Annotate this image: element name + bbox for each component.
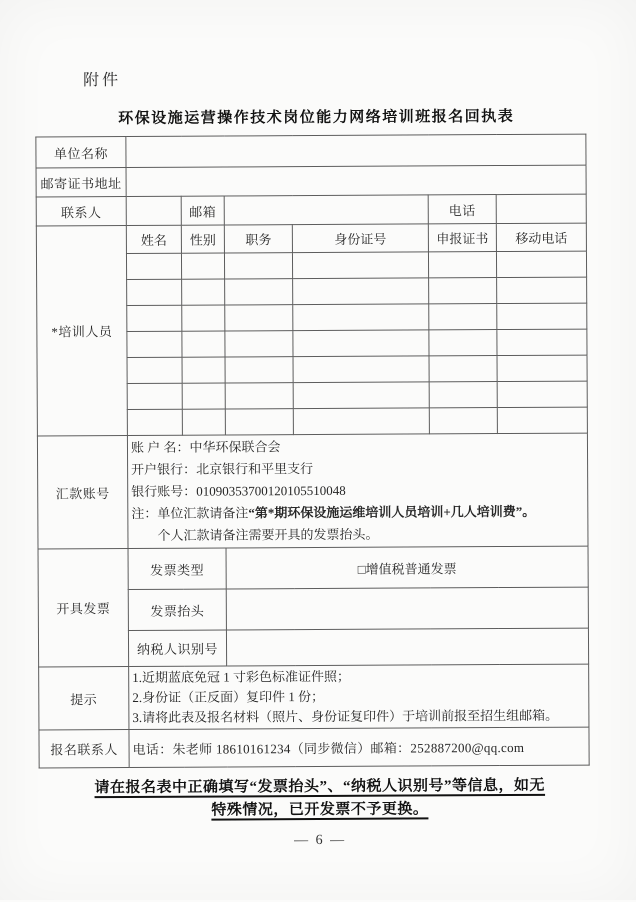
contact-row bbox=[36, 194, 586, 226]
remittance-note-prefix: 注：单位汇款请备注 bbox=[131, 505, 249, 521]
phone-value bbox=[496, 194, 586, 223]
attachment-label: 附件 bbox=[83, 72, 122, 90]
trainee-col-name: 姓名 bbox=[126, 225, 181, 253]
tips-label: 提示 bbox=[39, 666, 129, 729]
trainee-empty-cell bbox=[497, 329, 587, 355]
tips-content bbox=[129, 664, 589, 729]
trainee-empty-cell bbox=[127, 357, 182, 383]
mailing-address-label: 邮寄证书地址 bbox=[36, 168, 126, 197]
invoice-title-value bbox=[226, 587, 588, 630]
registration-form-table bbox=[35, 134, 589, 769]
trainee-empty-cell bbox=[225, 305, 293, 331]
trainee-empty-cell bbox=[497, 303, 587, 329]
contact-label: 联系人 bbox=[36, 197, 126, 226]
trainee-empty-cell bbox=[429, 356, 497, 382]
checkbox-unchecked-icon: □ bbox=[357, 561, 366, 577]
trainee-empty-cell bbox=[497, 355, 587, 381]
page-title: 环保设施运营操作技术岗位能力网络培训班报名回执表 bbox=[118, 108, 515, 128]
trainee-empty-cell bbox=[497, 381, 587, 407]
footer-warning bbox=[2, 774, 636, 823]
registration-contact-label: 报名联系人 bbox=[39, 729, 129, 767]
trainee-col-gender: 性别 bbox=[181, 225, 224, 253]
taxpayer-id-value bbox=[226, 628, 588, 666]
remittance-note bbox=[131, 501, 584, 525]
taxpayer-id-label: 纳税人识别号 bbox=[128, 630, 226, 667]
tip-item-3: 3.请将此表及报名材料（照片、身份证复印件）于培训前报至招生组邮箱。 bbox=[132, 707, 559, 725]
trainee-empty-cell bbox=[182, 383, 225, 409]
trainee-col-id-number: 身份证号 bbox=[292, 224, 428, 253]
trainee-empty-cell bbox=[182, 305, 225, 331]
page-number: — 6 — bbox=[294, 832, 347, 849]
trainee-empty-cell bbox=[497, 277, 587, 303]
trainee-empty-cell bbox=[127, 409, 182, 435]
tip-item-1: 1.近期蓝底免冠 1 寸彩色标准证件照； bbox=[132, 668, 350, 685]
trainee-empty-cell bbox=[428, 252, 496, 278]
phone-label: 电话 bbox=[428, 195, 496, 224]
remittance-note-quoted: “第*期环保设施运维培训人员培训+几人培训费”。 bbox=[248, 503, 536, 521]
email-value bbox=[224, 195, 428, 225]
trainee-empty-cell bbox=[496, 251, 586, 277]
trainee-empty-cell bbox=[182, 279, 225, 305]
trainee-empty-cell bbox=[293, 304, 429, 331]
trainee-empty-cell bbox=[429, 304, 497, 330]
trainees-label: *培训人员 bbox=[36, 226, 127, 436]
remittance-account-number: 银行账号：01090353700120105510048 bbox=[131, 482, 346, 499]
invoice-label: 开具发票 bbox=[38, 548, 129, 666]
mailing-address-value bbox=[126, 165, 586, 196]
footer-warning-line1: 请在报名表中正确填写“发票抬头”、“纳税人识别号”等信息，如无 bbox=[94, 777, 546, 797]
trainee-empty-cell bbox=[293, 382, 429, 409]
trainee-empty-cell bbox=[429, 330, 497, 356]
trainee-empty-cell bbox=[127, 305, 182, 331]
remittance-note-line2: 个人汇款请备注需要开具的发票抬头。 bbox=[157, 526, 379, 543]
mailing-address-row bbox=[36, 165, 586, 197]
trainee-empty-cell bbox=[224, 253, 292, 279]
registration-contact-value: 电话：朱老师 18610161234（同步微信）邮箱：252887200@qq.com bbox=[129, 727, 589, 767]
invoice-type-text: 增值税普通发票 bbox=[365, 560, 457, 577]
invoice-title-label: 发票抬头 bbox=[128, 589, 226, 631]
trainee-empty-cell bbox=[225, 409, 293, 435]
contact-value bbox=[126, 196, 181, 225]
unit-name-row bbox=[36, 134, 586, 168]
tip-item-2: 2.身份证（正反面）复印件 1 份； bbox=[132, 688, 325, 705]
email-label: 邮箱 bbox=[181, 196, 224, 225]
trainee-empty-cell bbox=[429, 382, 497, 408]
remittance-label: 汇款账号 bbox=[37, 435, 128, 548]
unit-name-label: 单位名称 bbox=[36, 137, 126, 168]
invoice-type-label: 发票类型 bbox=[128, 548, 226, 590]
trainee-empty-cell bbox=[225, 279, 293, 305]
trainee-empty-cell bbox=[429, 278, 497, 304]
trainee-empty-cell bbox=[182, 409, 225, 435]
remittance-account-name: 账 户 名：中华环保联合会 bbox=[130, 439, 281, 455]
trainee-empty-cell bbox=[293, 330, 429, 357]
unit-name-value bbox=[126, 134, 586, 167]
remittance-bank: 开户银行：北京银行和平里支行 bbox=[131, 461, 314, 477]
invoice-type-row bbox=[38, 546, 588, 590]
tips-row bbox=[39, 664, 589, 730]
registration-contact-row bbox=[39, 727, 589, 768]
footer-warning-line2: 特殊情况，已开发票不予更换。 bbox=[211, 801, 429, 819]
trainee-empty-cell bbox=[225, 357, 293, 383]
trainee-empty-cell bbox=[293, 356, 429, 383]
trainee-empty-cell bbox=[181, 253, 224, 279]
trainee-col-position: 职务 bbox=[224, 225, 292, 253]
trainee-empty-cell bbox=[293, 278, 429, 305]
trainee-col-certificate: 申报证书 bbox=[428, 224, 496, 252]
trainee-empty-cell bbox=[225, 383, 293, 409]
trainee-empty-cell bbox=[126, 253, 181, 279]
trainee-empty-cell bbox=[182, 357, 225, 383]
remittance-row bbox=[37, 433, 588, 549]
trainee-empty-cell bbox=[127, 331, 182, 357]
remittance-details bbox=[127, 433, 588, 548]
trainee-empty-cell bbox=[127, 279, 182, 305]
trainee-header-row bbox=[36, 223, 586, 254]
trainee-col-mobile: 移动电话 bbox=[496, 223, 586, 251]
trainee-empty-cell bbox=[293, 408, 429, 435]
trainee-empty-cell bbox=[127, 383, 182, 409]
trainee-empty-cell bbox=[497, 407, 587, 433]
trainee-empty-cell bbox=[182, 331, 225, 357]
trainee-empty-cell bbox=[429, 408, 497, 434]
trainee-empty-cell bbox=[225, 331, 293, 357]
invoice-type-value bbox=[226, 546, 588, 589]
trainee-empty-cell bbox=[292, 252, 428, 279]
